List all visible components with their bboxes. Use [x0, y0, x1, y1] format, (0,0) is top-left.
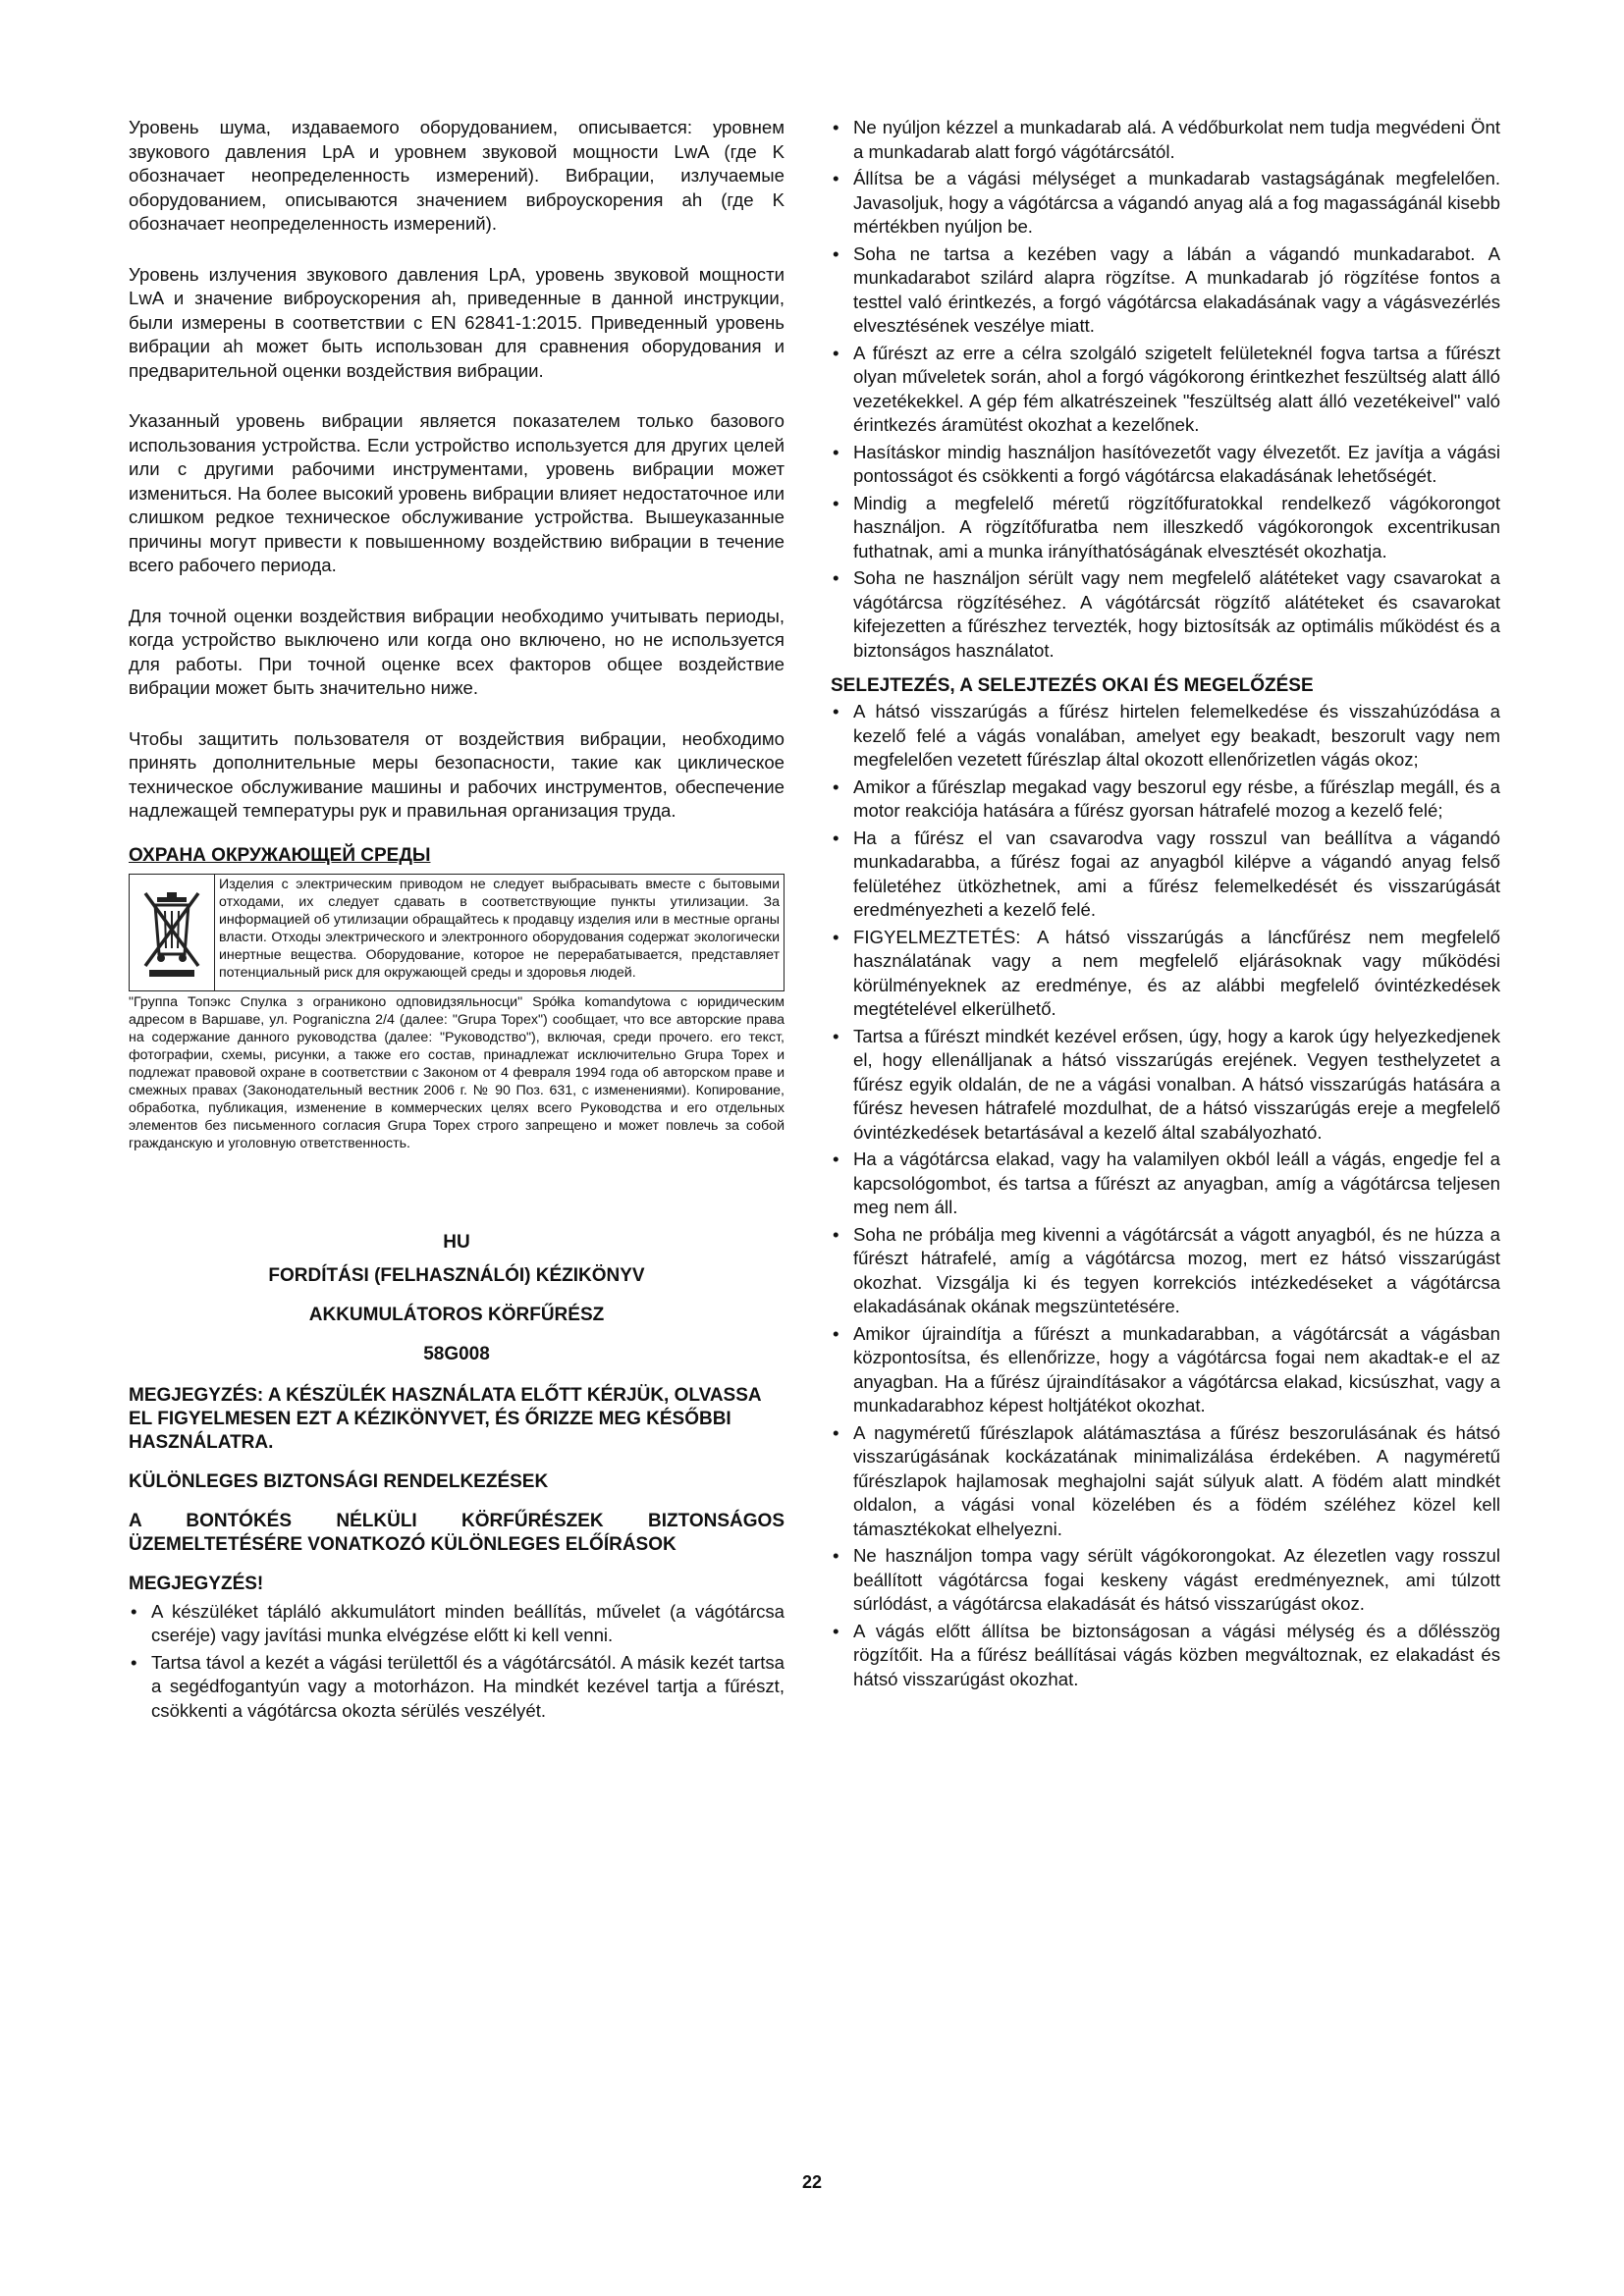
list-item: • A hátsó visszarúgás a fűrész hirtelen felemelkedése és visszahúzódása a kezelő felé a vágás vonalában, amelyet egy beakadt, beszorult vagy nem megfelelően vezetett fűrészlap által okozott ellenőrizetlen vágás okoz; — [831, 700, 1500, 773]
hu-model-number: 58G008 — [423, 1343, 490, 1364]
vibration-estimate-paragraph: Для точной оценки воздействия вибрации необходимо учитывать периоды, когда устройство выключено или когда оно включено, но не используется для работы. При точной оценке всех факторов общее воздействие вибрации может быть значительно ниже. — [129, 605, 785, 698]
noise-paragraph: Уровень шума, издаваемого оборудованием, описывается: уровнем звукового давления LpA и уровнем звуковой мощности LwA (где K обозначает неопределенность измерений). Вибрации, излучаемые оборудованием, описываются значением виброускорения ah (где K обозначает неопределенность измерений). — [129, 117, 785, 234]
hu-manual-title: FORDÍTÁSI (FELHASZNÁLÓI) KÉZIKÖNYV — [268, 1264, 645, 1286]
copyright-notice: "Группа Топэкс Спулка з ограниконо одповидзяльносци" Spółka komandytowa с юридическим адресом в Варшаве, ул. Pograniczna 2/4 (далее: "Grupa Topex") сообщает, что все авторские права на содержание данного руководства (далее: "Руководство"), включая, среди прочего. его текст, фотографии, схемы, рисунки, а также его состав, принадлежат исключительно Grupa Topex и подлежат правовой охране в соответствии с Законом от 4 февраля 1994 года об авторском праве и смежных правах (Законодательный вестник 2006 г. № 90 Поз. 631, с изменениями). Копирование, обработка, публикация, изменение в коммерческих целях всего Руководства и его отдельных элементов без письменного согласия Grupa Topex строго запрещено и может повлечь за собой гражданскую и уголовную ответственность. — [129, 993, 785, 1151]
list-item: • Ha a fűrész el van csavarodva vagy rosszul van beállítva a vágandó munkadarabba, a fűrész fogai az anyagból kilépve a vágandó anyag felső felületéhez ütközhetnek, ami a fűrész felemelkedését és visszarúgását eredményezheti a kezelő felé. — [831, 827, 1500, 923]
list-item: • Tartsa a fűrészt mindkét kezével erősen, úgy, hogy a karok úgy helyezkedjenek el, hogy ellenálljanak a hátsó visszarúgás erejének. Vegyen testhelyzetet a fűrész egyik oldalán, de ne a vágási vonalban. A hátsó visszarúgás hatására a fűrész hevesen hátrafelé mozdulhat, de a hátsó visszarúgás ereje a megfelelő óvintézkedések betartásával a kezelő által szabályozható. — [831, 1025, 1500, 1146]
list-item: • Soha ne próbálja meg kivenni a vágótárcsát a vágott anyagból, és ne húzza a fűrészt hátrafelé, amíg a vágótárcsa mozog, mert ez hátsó visszarúgást okozhat. Vizsgálja ki és tegyen korrekciós intézkedéseket a vágótárcsa elakadásának okának megszüntetésére. — [831, 1223, 1500, 1319]
list-item: • Állítsa be a vágási mélységet a munkadarab vastagságának megfelelően. Javasoljuk, hogy a vágótárcsa a vágandó anyag alá a fog magasságánál kisebb mértékben nyúljon be. — [831, 167, 1500, 240]
kickback-list — [831, 700, 1500, 1691]
hu-warning-list — [129, 1600, 785, 1724]
env-box — [129, 874, 785, 991]
safety-list — [831, 116, 1500, 663]
list-item: • Amikor újraindítja a fűrészt a munkadarabban, a vágótárcsát a vágásban központosítsa, és ellenőrizze, hogy a vágótárcsa fogai nem akadtak-e el az anyagban. Ha a fűrész újraindításakor a vágótárcsa elakad, kicsúszhat, vagy a munkadarabhoz képest holtjátékot okozhat. — [831, 1322, 1500, 1418]
list-item: • A készüléket tápláló akkumulátort minden beállítás, művelet (a vágótárcsa cseréje) vagy javítási munka elvégzése előtt ki kell venni. — [129, 1600, 785, 1648]
hu-read-note: MEGJEGYZÉS: A KÉSZÜLÉK HASZNÁLATA ELŐTT KÉRJÜK, OLVASSA EL FIGYELMESEN EZT A KÉZIKÖNYVET, ÉS ŐRIZZE MEG KÉSŐBBI HASZNÁLATRA. — [129, 1384, 761, 1453]
list-item: • FIGYELMEZTETÉS: A hátsó visszarúgás a láncfűrész nem megfelelő használatának vagy a nem megfelelő eljárásoknak vagy működési körülményeknek az eredménye, és az alábbi megfelelő óvintézkedések megtételével elkerülhető. — [831, 926, 1500, 1022]
list-item: • Hasításkor mindig használjon hasítóvezetőt vagy élvezetőt. Ez javítja a vágási pontosságot és csökkenti a forgó vágótárcsa elakadásának lehetőségét. — [831, 441, 1500, 489]
list-item: • A vágás előtt állítsa be biztonságosan a vágási mélység és a dőlésszög rögzítőit. Ha a fűrész beállításai vágás közben megváltoznak, ez elakadást és hátsó visszarúgást okozhat. — [831, 1620, 1500, 1692]
list-item: • Amikor a fűrészlap megakad vagy beszorul egy résbe, a fűrészlap megáll, és a motor reakciója hatására a fűrész gyorsan hátrafelé mozog a kezelő felé; — [831, 775, 1500, 824]
list-item: • Tartsa távol a kezét a vágási területtől és a vágótárcsától. A másik kezét tartsa a segédfogantyún vagy a motorházon. Ha mindkét kezével tartja a fűrészt, csökkenti a vágótárcsa okozta sérülés veszélyét. — [129, 1651, 785, 1724]
hu-product-name: AKKUMULÁTOROS KÖRFŰRÉSZ — [308, 1304, 605, 1325]
emission-paragraph: Уровень излучения звукового давления LpA, уровень звуковой мощности LwA и значение виброускорения ah, приведенные в данной инструкции, были измерены в соответствии с EN 62841-1:2015. Приведенный уровень вибрации ah может быть использован для сравнения оборудования и предварительной оценки воздействия вибрации. — [129, 263, 785, 381]
list-item: • Ne használjon tompa vagy sérült vágókorongokat. Az élezetlen vagy rosszul beállított vágótárcsa fogai keskeny vágást eredményeznek, ami túlzott súrlódást, a vágótárcsa elakadását és hátsó visszarúgást okoz. — [831, 1544, 1500, 1617]
list-item: • A fűrészt az erre a célra szolgáló szigetelt felületeknél fogva tartsa a fűrészt olyan műveletek során, ahol a forgó vágókorong érintkezhet feszültség alatt álló vezetékekkel. A gép fém alkatrészeinek "feszültség alatt álló vezetékeivel" való érintkezés áramütést okozhat a kezelőnek. — [831, 342, 1500, 438]
crossed-out-bin-icon — [129, 874, 215, 991]
kickback-heading: SELEJTEZÉS, A SELEJTEZÉS OKAI ÉS MEGELŐZÉSE — [831, 675, 1314, 696]
hu-special-subheading: A BONTÓKÉS NÉLKÜLI KÖRFŰRÉSZEK BIZTONSÁGOS ÜZEMELTETÉSÉRE VONATKOZÓ KÜLÖNLEGES ELŐÍRÁSOK — [129, 1510, 785, 1555]
right-column — [831, 116, 1500, 1694]
vibration-level-paragraph: Указанный уровень вибрации является показателем только базового использования устройства. Если устройство используется для других целей или с другими рабочими инструментами, уровень вибрации может измениться. На более высокий уровень вибрации влияет недостаточное или слишком редкое техническое обслуживание устройства. Вышеуказанные причины могут привести к повышенному воздействию вибрации в течение всего рабочего периода. — [129, 410, 785, 575]
hu-language-code: HU — [443, 1231, 470, 1253]
list-item: • Soha ne tartsa a kezében vagy a lábán a vágandó munkadarabot. A munkadarabot szilárd alapra rögzítse. A munkadarab jó rögzítése fontos a testtel való érintkezés, a forgó vágótárcsa elakadásának vagy a vágásvezérlés elvesztésének veszélye miatt. — [831, 242, 1500, 339]
list-item: • A nagyméretű fűrészlapok alátámasztása a fűrész beszorulásának és hátsó visszarúgásának kockázatának minimalizálása érdekében. A nagyméretű fűrészlapok hajlamosak meghajolni saját súlyuk alatt. A födém alatt mindkét oldalon, a vágási vonal közelében és a födém széléhez közel kell támasztékokat elhelyezni. — [831, 1421, 1500, 1542]
list-item: • Soha ne használjon sérült vagy nem megfelelő alátéteket vagy csavarokat a vágótárcsa rögzítéséhez. A vágótárcsát rögzítő alátéteket és csavarokat kifejezetten a fűrészhez tervezték, hogy biztosítsák az optimális működést és a biztonságos használatot. — [831, 566, 1500, 663]
hu-special-heading: KÜLÖNLEGES BIZTONSÁGI RENDELKEZÉSEK — [129, 1470, 549, 1492]
env-text: Изделия с электрическим приводом не следует выбрасывать вместе с бытовыми отходами, их следует сдавать в соответствующие пункты утилизации. За информацией об утилизации обращайтесь к продавцу изделия или в местные органы власти. Отходы электрического и электронного оборудования содержат экологически инертные вещества. Оборудование, которое не перерабатывается, представляет потенциальный риск для окружающей среды и здоровья людей. — [215, 874, 785, 991]
list-item: • Mindig a megfelelő méretű rögzítőfuratokkal rendelkező vágókorongot használjon. A rögzítőfuratba nem illeszkedő vágókorongok excentrikusan futhatnak, ami a munka irányíthatóságának elvesztését okozhatja. — [831, 492, 1500, 564]
hu-warning-label: MEGJEGYZÉS! — [129, 1573, 264, 1594]
page-number: 22 — [801, 2172, 823, 2192]
list-item: • Ne nyúljon kézzel a munkadarab alá. A védőburkolat nem tudja megvédeni Önt a munkadarab alatt forgó vágótárcsától. — [831, 116, 1500, 164]
left-column — [129, 116, 785, 1726]
env-heading: ОХРАНА ОКРУЖАЮЩЕЙ СРЕДЫ — [129, 844, 431, 866]
protection-paragraph: Чтобы защитить пользователя от воздействия вибрации, необходимо принять дополнительные меры безопасности, такие как циклическое техническое обслуживание машины и рабочих инструментов, обеспечение надлежащей температуры рук и правильная организация труда. — [129, 727, 785, 821]
list-item: • Ha a vágótárcsa elakad, vagy ha valamilyen okból leáll a vágás, engedje fel a kapcsológombot, és tartsa a fűrészt az anyagban, amíg a vágótárcsa teljesen meg nem áll. — [831, 1148, 1500, 1220]
